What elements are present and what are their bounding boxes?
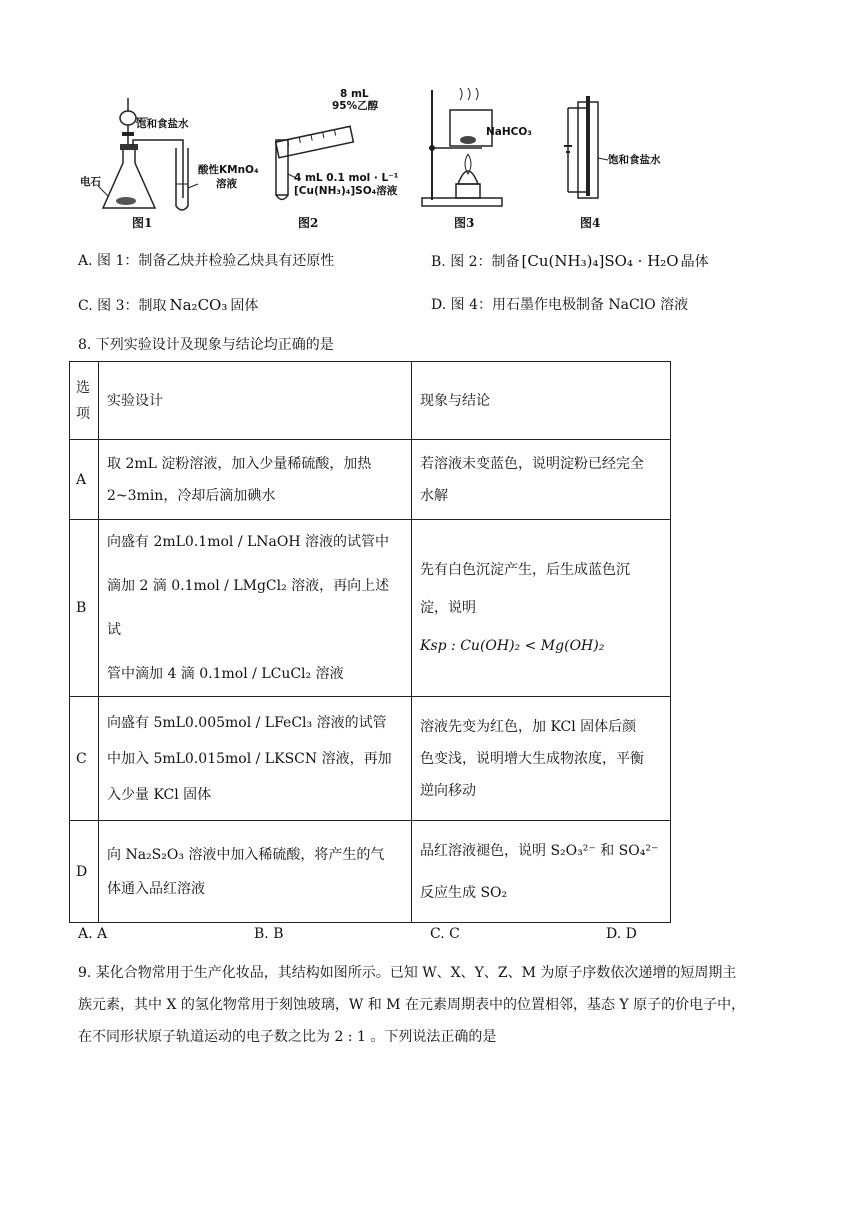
row-d-result-line: 反应生成 SO₂ [420,884,508,901]
figure-3-drawing [418,88,528,218]
row-b-result-line: 先有白色沉淀产生，后生成蓝色沉 [420,562,630,578]
table-row [70,821,671,923]
row-b-design-line: 管中滴加 4 滴 0.1mol / LCuCl₂ 溶液 [107,666,344,682]
row-c-design-line: 中加入 5mL0.015mol / LKSCN 溶液，再加 [107,750,392,767]
q7-option-a: A. 图 1：制备乙炔并检验乙炔具有还原性 [78,253,335,269]
fig3-label-nahco3: NaHCO₃ [486,126,532,138]
row-a-design-line: 2~3min，冷却后滴加碘水 [107,487,276,504]
row-a-design-line: 取 2mL 淀粉溶液，加入少量稀硫酸，加热 [107,455,372,472]
figure-2 [270,88,410,228]
row-a-result-line: 若溶液未变蓝色，说明淀粉已经完全 [420,455,644,472]
row-a-result-line: 水解 [420,487,448,504]
row-d-result-line: 品红溶液褪色，说明 S₂O₃²⁻ 和 SO₄²⁻ [420,842,659,859]
figure-1-drawing [78,88,218,228]
q7-option-b-formula: [Cu(NH₃)₄]SO₄ · H₂O [521,252,679,270]
fig4-caption: 图4 [580,216,601,230]
answer-b: B. B [254,926,284,942]
fig2-label-volume: 8 mL [340,88,369,100]
row-b-result-line: 淀，说明 [420,600,476,616]
fig1-label-kmno4: 酸性KMnO₄ [198,164,259,176]
q9-stem [78,957,800,1053]
header-option-label: 选项 [76,379,90,422]
fig4-label-brine: 饱和食盐水 [608,154,661,166]
figure-1 [78,88,259,230]
q9-line: 族元素，其中 X 的氢化物常用于刻蚀玻璃，W 和 M 在元素周期表中的位置相邻，基态 Y 原子的价电子中， [78,997,746,1013]
figure-3 [418,88,532,230]
header-design: 实验设计 [99,362,412,440]
table-header-row [70,362,671,440]
row-d-design-line: 体通入品红溶液 [107,880,205,897]
row-d-design-line: 向 Na₂S₂O₃ 溶液中加入稀硫酸，将产生的气 [107,846,385,863]
fig1-caption: 图1 [132,216,153,230]
row-b-design-line: 滴加 2 滴 0.1mol / LMgCl₂ 溶液，再向上述试 [107,578,390,638]
q7-option-b-suffix: 晶体 [680,254,709,270]
fig2-label-complex: [Cu(NH₃)₄]SO₄溶液 [294,185,398,197]
q7-option-c-suffix: 固体 [230,298,259,314]
row-d-option: D [70,821,99,923]
row-c-option: C [70,697,99,821]
q7-option-c [78,295,258,316]
row-b-result [412,520,671,697]
figure-4 [560,88,670,228]
q8-table [69,361,671,923]
header-result: 现象与结论 [412,362,671,440]
q9-line: 9. 某化合物常用于生产化妆品，其结构如图所示。已知 W、X、Y、Z、M 为原子序数依次递增的短周期主 [78,965,737,981]
answer-a: A. A [78,926,108,942]
fig3-caption: 图3 [454,216,475,230]
figure-4-drawing [560,88,670,218]
row-c-result-line: 色变浅，说明增大生成物浓度，平衡 [420,750,644,767]
q7-option-c-prefix: C. 图 3：制取 [78,298,167,314]
row-b-design [99,520,412,697]
fig1-label-brine: 饱和食盐水 [136,118,189,130]
row-c-result [412,697,671,821]
q9-line: 在不同形状原子轨道运动的电子数之比为 2 : 1 。下列说法正确的是 [78,1029,497,1045]
row-a-result [412,440,671,520]
row-c-design [99,697,412,821]
row-d-result [412,821,671,923]
row-c-result-line: 逆向移动 [420,782,476,799]
q7-option-d: D. 图 4：用石墨作电极制备 NaClO 溶液 [431,297,689,313]
row-c-design-line: 向盛有 5mL0.005mol / LFeCl₃ 溶液的试管 [107,714,387,731]
row-b-option: B [70,520,99,697]
row-a-design [99,440,412,520]
fig1-label-carbide: 电石 [80,176,101,188]
q7-option-c-formula: Na₂CO₃ [169,296,228,314]
row-b-result-line: Ksp : Cu(OH)₂ < Mg(OH)₂ [420,638,605,654]
row-d-design [99,821,412,923]
row-a-option: A [70,440,99,520]
fig2-caption: 图2 [298,216,319,230]
row-b-design-line: 向盛有 2mL0.1mol / LNaOH 溶液的试管中 [107,534,390,550]
fig2-label-ethanol: 95%乙醇 [332,100,379,112]
fig2-label-conc: 4 mL 0.1 mol · L⁻¹ [294,172,399,184]
header-option [70,362,99,440]
table-row [70,440,671,520]
answer-d: D. D [606,926,637,942]
q7-option-b-prefix: B. 图 2：制备 [431,254,520,270]
q8-stem: 8. 下列实验设计及现象与结论均正确的是 [78,337,334,353]
row-c-result-line: 溶液先变为红色，加 KCl 固体后颜 [420,718,637,735]
table-row [70,697,671,821]
q7-option-b [431,251,709,272]
answer-c: C. C [430,926,460,942]
table-row [70,520,671,697]
fig1-label-solution: 溶液 [216,178,237,190]
row-c-design-line: 入少量 KCl 固体 [107,786,212,803]
